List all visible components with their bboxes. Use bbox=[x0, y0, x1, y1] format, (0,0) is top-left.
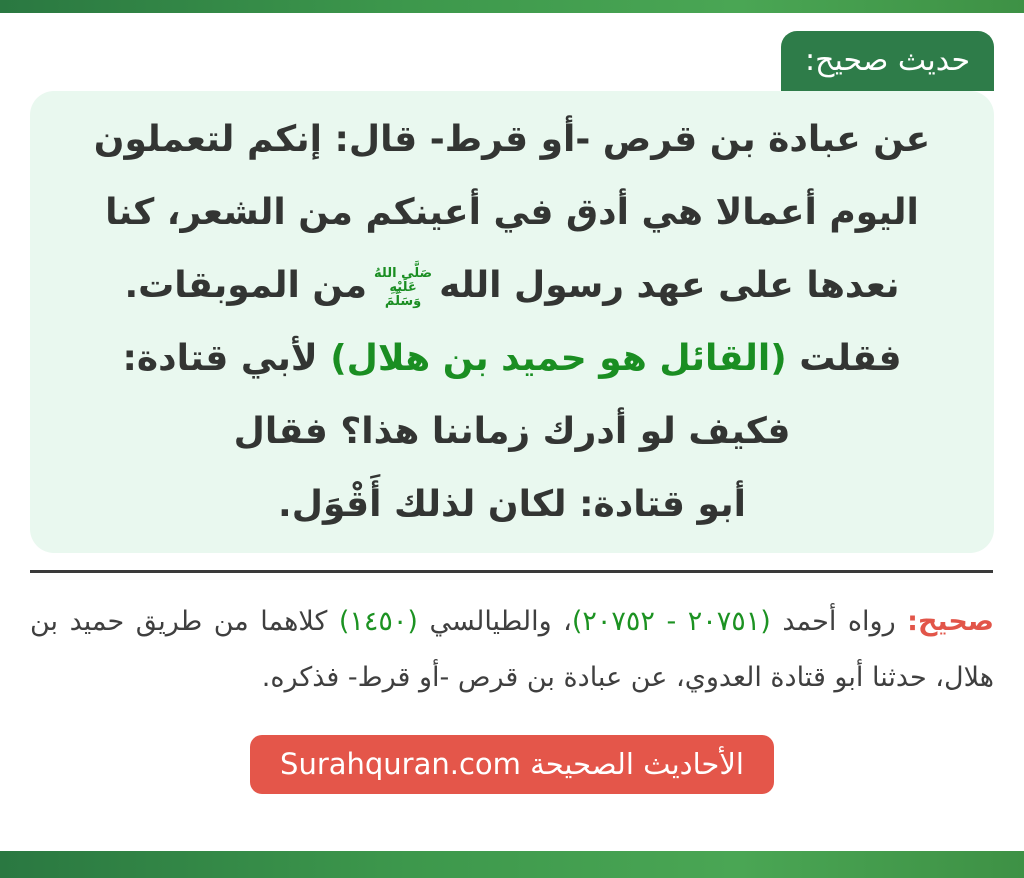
salla-row-1: صَلَّى اللهُ bbox=[374, 266, 433, 281]
salla-row-2: عَلَيْهِ bbox=[389, 280, 417, 295]
takhrij-text-3: كلاهما من طريق حميد بن هلال، حدثنا أبو قتادة العدوي، عن عبادة بن قرص -أو قرط- فذكره. bbox=[30, 606, 994, 693]
grade-label: صحيح: bbox=[907, 606, 994, 637]
hadith-type-badge bbox=[781, 31, 994, 91]
footer-badge-row bbox=[0, 735, 1024, 794]
hadith-line-4-tail: لأبي قتادة: bbox=[122, 338, 331, 379]
hadith-line-5: فكيف لو أدرك زماننا هذا؟ فقال bbox=[233, 411, 791, 452]
ahmad-hadith-numbers: (٢٠٧٥١ - ٢٠٧٥٢) bbox=[571, 606, 771, 637]
top-decorative-bar bbox=[0, 0, 1024, 13]
hadith-line-1: عن عبادة بن قرص -أو قرط- قال: إنكم لتعملون bbox=[93, 119, 931, 160]
series-title: الأحاديث الصحيحة bbox=[530, 747, 744, 781]
hadith-line-3-tail: من الموبقات. bbox=[124, 265, 368, 306]
hadith-line-3 bbox=[50, 249, 974, 322]
hadith-line-2: اليوم أعمالا هي أدق في أعينكم من الشعر، كنا bbox=[105, 192, 919, 233]
takhrij-text-2: ، والطيالسي bbox=[417, 606, 572, 637]
narrator-note-highlight: (القائل هو حميد بن هلال) bbox=[330, 338, 787, 379]
tayalisi-hadith-number: (١٤٥٠) bbox=[338, 606, 418, 637]
hadith-line-4 bbox=[50, 322, 974, 395]
hadith-line-3-text: نعدها على عهد رسول الله bbox=[439, 265, 900, 306]
hadith-type-label: حديث صحيح: bbox=[805, 43, 970, 78]
takhrij-paragraph bbox=[30, 594, 994, 706]
hadith-line-4-text: فقلت bbox=[786, 338, 902, 379]
salla-row-3: وَسَلَّمَ bbox=[384, 294, 422, 309]
bottom-decorative-bar bbox=[0, 851, 1024, 878]
surahquran-site-badge[interactable] bbox=[250, 735, 774, 794]
takhrij-text-1: رواه أحمد bbox=[770, 606, 908, 637]
hadith-line-6: أبو قتادة: لكان لذلك أَقْوَل. bbox=[278, 484, 746, 525]
hadith-text-box bbox=[30, 91, 994, 553]
site-url: Surahquran.com bbox=[280, 747, 521, 781]
salla-calligraphy-icon bbox=[374, 267, 432, 309]
section-divider bbox=[30, 570, 993, 573]
